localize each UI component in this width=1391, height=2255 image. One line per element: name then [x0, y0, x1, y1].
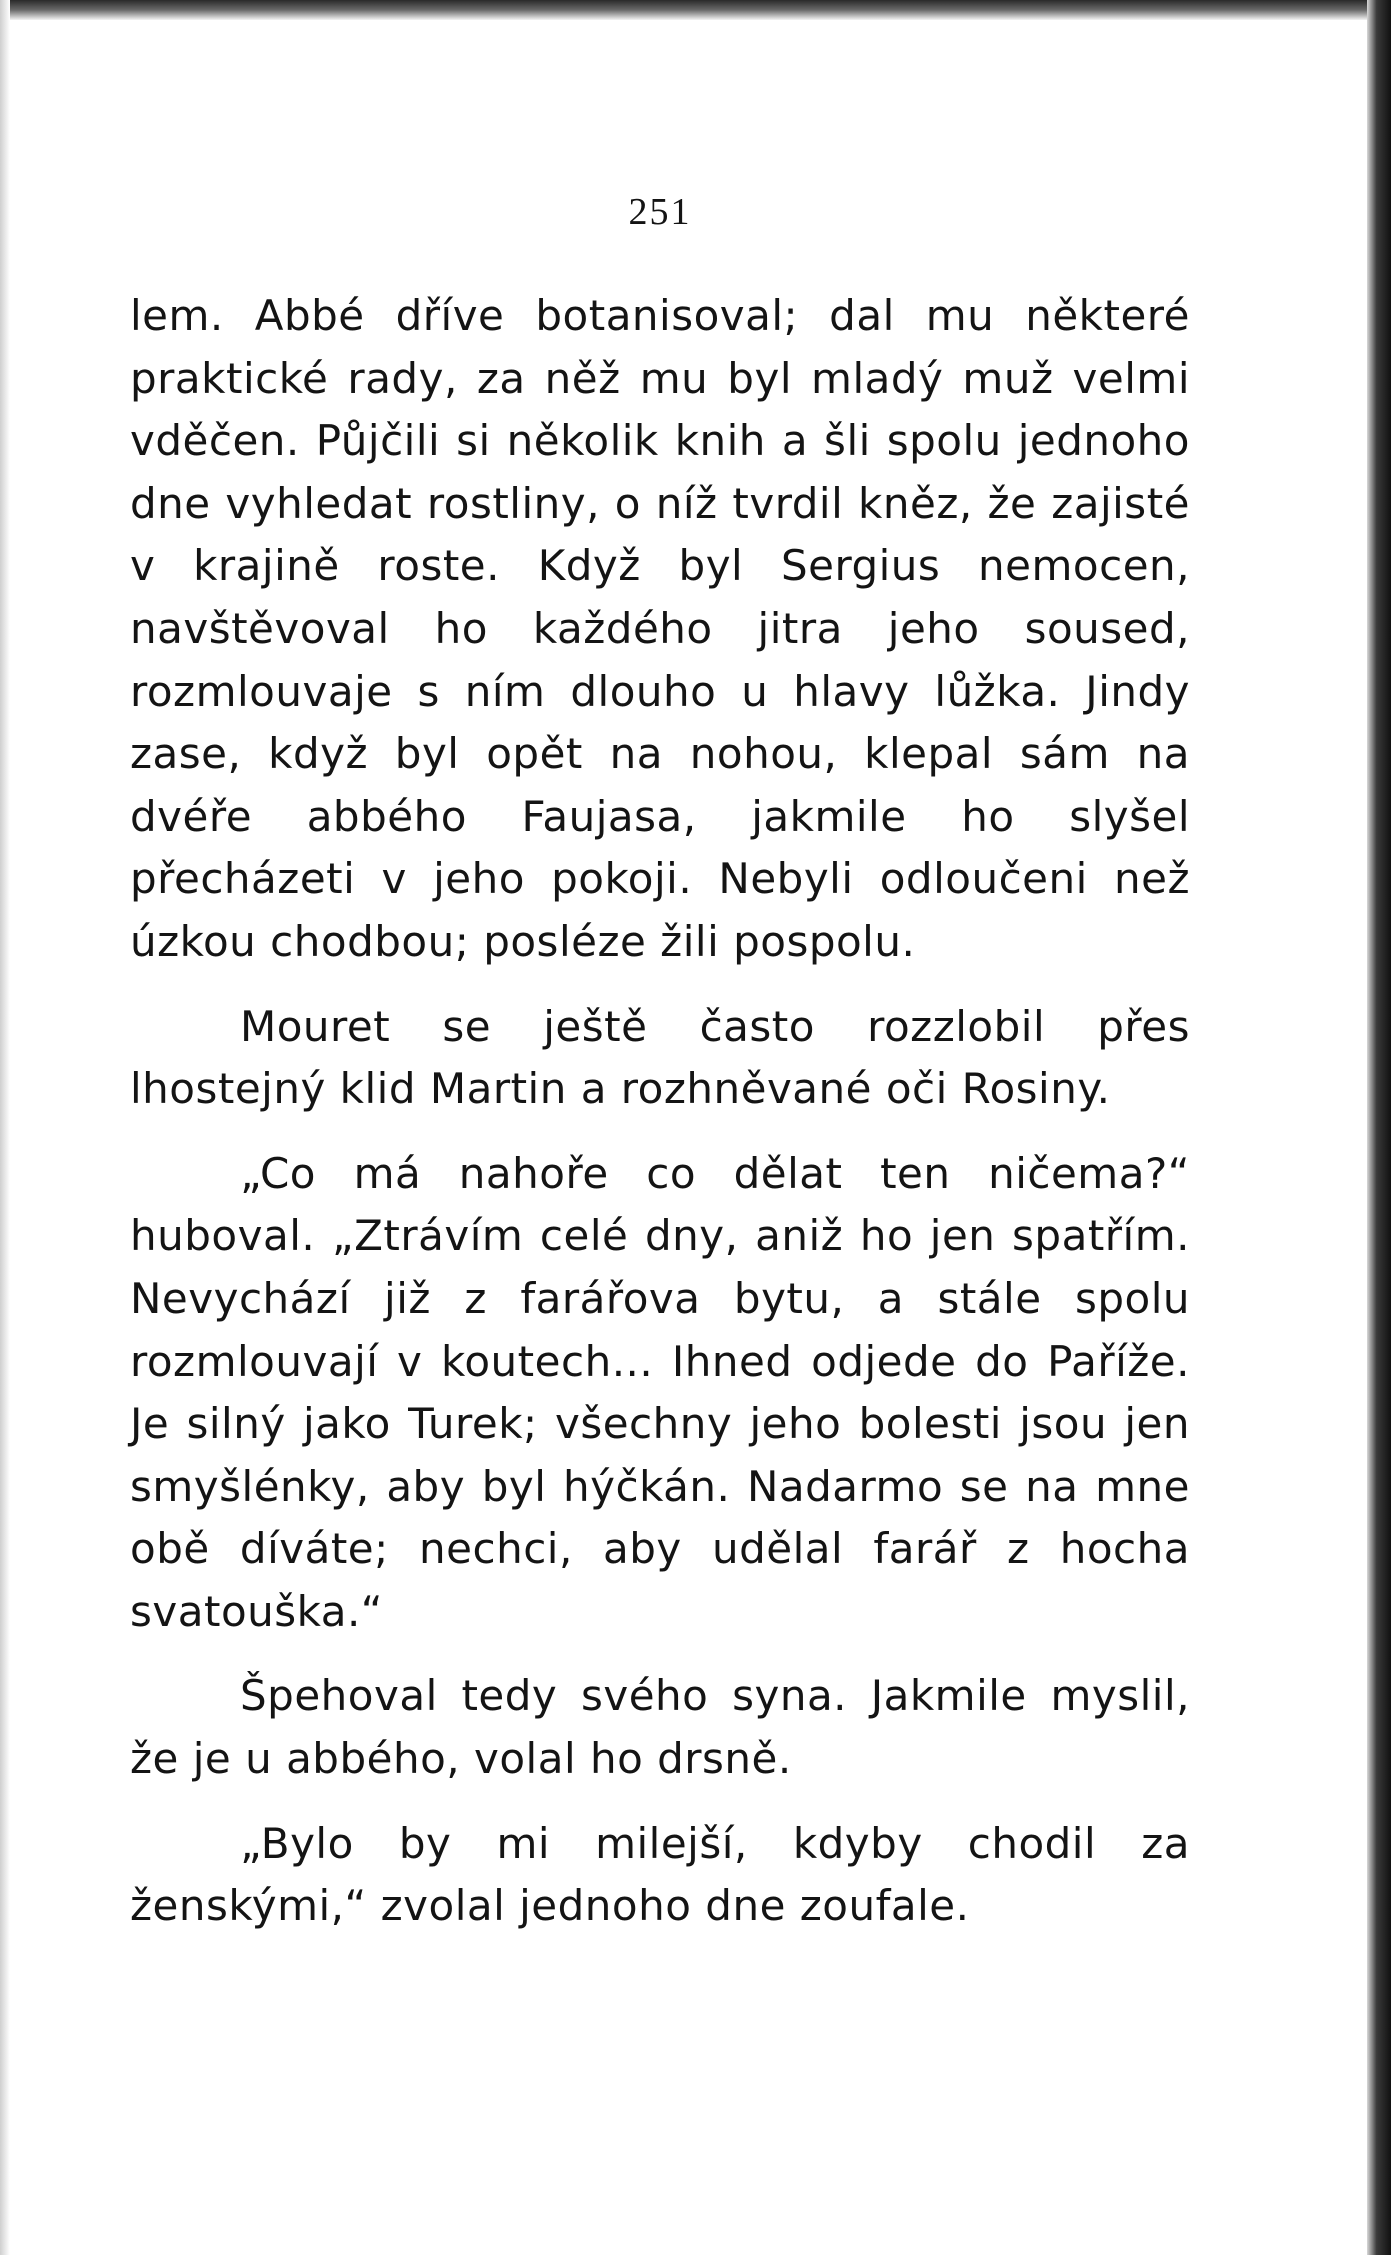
paragraph-2: Mouret se ještě často rozzlobil přes lhostejný klid Martin a rozhněvané oči Rosiny.: [130, 1001, 1190, 1114]
scan-border-top: [0, 0, 1391, 20]
body-text: [130, 285, 1190, 1938]
paragraph-5: „Bylo by mi milejší, kdyby chodil za ženskými,“ zvolal jednoho dne zoufale.: [130, 1818, 1190, 1931]
scan-border-right: [1367, 0, 1391, 2255]
page-number: 251: [628, 191, 692, 233]
paragraph-3: „Co má nahoře co dělat ten ničema?“ huboval. „Ztrávím celé dny, aniž ho jen spatřím. Nevychází již z farářova bytu, a stále spolu rozmlouvají v koutech... Ihned odjede do Paříže. Je silný jako Turek; všechny jeho bolesti jsou jen smyšlénky, aby byl hýčkán. Nadarmo se na mne obě díváte; nechci, aby udělal farář z hocha svatouška.“: [130, 1148, 1190, 1636]
scan-border-left: [0, 0, 10, 2255]
book-page: [10, 20, 1360, 2245]
paragraph-4: Špehoval tedy svého syna. Jakmile myslil, že je u abbého, volal ho drsně.: [130, 1671, 1190, 1784]
paragraph-1: lem. Abbé dříve botanisoval; dal mu některé praktické rady, za něž mu byl mladý muž velmi vděčen. Půjčili si několik knih a šli spolu jednoho dne vyhledat rostliny, o níž tvrdil kněz, že zajisté v krajině roste. Když byl Sergius nemocen, navštěvoval ho každého jitra jeho soused, rozmlouvaje s ním dlouho u hlavy lůžka. Jindy zase, když byl opět na nohou, klepal sám na dvéře abbého Faujasa, jakmile ho slyšel přecházeti v jeho pokoji. Nebyli odloučeni než úzkou chodbou; posléze žili pospolu.: [130, 291, 1190, 966]
